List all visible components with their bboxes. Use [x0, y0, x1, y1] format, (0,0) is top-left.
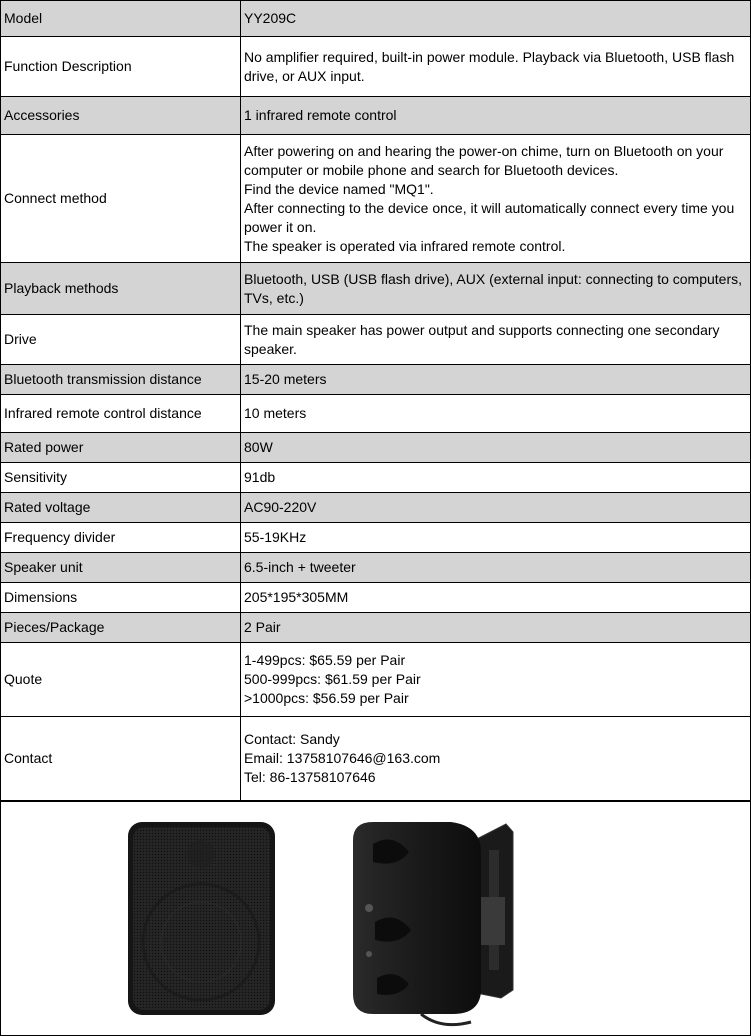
- spec-label: Contact: [1, 717, 241, 801]
- spec-value: [241, 97, 751, 135]
- spec-value: [241, 37, 751, 97]
- speaker-front-image: [128, 822, 275, 1015]
- spec-value-line: Contact: Sandy: [244, 731, 340, 747]
- spec-value: [241, 493, 751, 523]
- spec-value-line: Tel: 86-13758107646: [244, 769, 376, 785]
- spec-value: [241, 315, 751, 365]
- spec-row: [1, 433, 751, 463]
- spec-value-line: No amplifier required, built-in power module. Playback via Bluetooth, USB flash drive, or AUX input.: [244, 48, 735, 84]
- spec-value-line: 10 meters: [244, 405, 307, 421]
- spec-label: Dimensions: [1, 583, 241, 613]
- spec-row: [1, 643, 751, 717]
- spec-label: Sensitivity: [1, 463, 241, 493]
- spec-label: Frequency divider: [1, 523, 241, 553]
- spec-value-line: YY209C: [244, 10, 297, 26]
- spec-value: [241, 395, 751, 433]
- spec-value-line: 55-19KHz: [244, 529, 307, 545]
- spec-row: [1, 613, 751, 643]
- spec-label: Bluetooth transmission distance: [1, 365, 241, 395]
- spec-value-line: Email: 13758107646@163.com: [244, 750, 441, 766]
- speaker-side-image: [353, 822, 513, 1025]
- spec-value-line: 6.5-inch + tweeter: [244, 559, 356, 575]
- speaker-images: [1, 802, 750, 1035]
- spec-value: [241, 523, 751, 553]
- spec-row: [1, 463, 751, 493]
- spec-value-line: Bluetooth, USB (USB flash drive), AUX (external input: connecting to computers, TVs, etc.): [244, 270, 743, 306]
- spec-label: Speaker unit: [1, 553, 241, 583]
- spec-value: [241, 433, 751, 463]
- spec-value-line: The speaker is operated via infrared remote control.: [244, 237, 566, 254]
- spec-label: Rated power: [1, 433, 241, 463]
- spec-value: [241, 613, 751, 643]
- spec-value-line: 80W: [244, 439, 273, 455]
- spec-label: Infrared remote control distance: [1, 395, 241, 433]
- product-photo-area: [0, 801, 751, 1036]
- spec-value: [241, 135, 751, 263]
- spec-row: [1, 365, 751, 395]
- spec-row: [1, 523, 751, 553]
- spec-row: [1, 135, 751, 263]
- spec-label: Model: [1, 1, 241, 37]
- spec-value: [241, 717, 751, 801]
- spec-row: [1, 1, 751, 37]
- spec-value: [241, 553, 751, 583]
- spec-value-line: 1 infrared remote control: [244, 107, 397, 123]
- spec-value: [241, 1, 751, 37]
- spec-value-line: Find the device named "MQ1".: [244, 180, 434, 197]
- spec-label: Quote: [1, 643, 241, 717]
- spec-value-line: 91db: [244, 469, 276, 485]
- spec-label: Accessories: [1, 97, 241, 135]
- spec-label: Drive: [1, 315, 241, 365]
- spec-label: Connect method: [1, 135, 241, 263]
- spec-row: [1, 583, 751, 613]
- spec-value-line: 2 Pair: [244, 619, 281, 635]
- spec-value-line: The main speaker has power output and supports connecting one secondary speaker.: [244, 321, 720, 357]
- spec-row: [1, 493, 751, 523]
- spec-value: [241, 583, 751, 613]
- spec-value-line: 15-20 meters: [244, 371, 327, 387]
- spec-row: [1, 97, 751, 135]
- spec-label: Playback methods: [1, 263, 241, 315]
- spec-value: [241, 463, 751, 493]
- spec-value-line: 500-999pcs: $61.59 per Pair: [244, 671, 421, 687]
- spec-value-line: 1-499pcs: $65.59 per Pair: [244, 652, 406, 668]
- spec-row: [1, 395, 751, 433]
- spec-value: [241, 643, 751, 717]
- spec-row: [1, 717, 751, 801]
- spec-row: [1, 315, 751, 365]
- spec-row: [1, 263, 751, 315]
- spec-row: [1, 553, 751, 583]
- spec-row: [1, 37, 751, 97]
- spec-label: Pieces/Package: [1, 613, 241, 643]
- spec-label: Rated voltage: [1, 493, 241, 523]
- spec-value-line: After powering on and hearing the power-on chime, turn on Bluetooth on your computer or mobile phone and search for Bluetooth devices.: [244, 142, 724, 178]
- spec-label: Function Description: [1, 37, 241, 97]
- spec-value-line: 205*195*305MM: [244, 589, 349, 605]
- spec-value: [241, 365, 751, 395]
- spec-value-line: AC90-220V: [244, 499, 317, 515]
- spec-value-line: >1000pcs: $56.59 per Pair: [244, 690, 409, 706]
- spec-value: [241, 263, 751, 315]
- spec-value-line: After connecting to the device once, it will automatically connect every time you power it on.: [244, 199, 735, 235]
